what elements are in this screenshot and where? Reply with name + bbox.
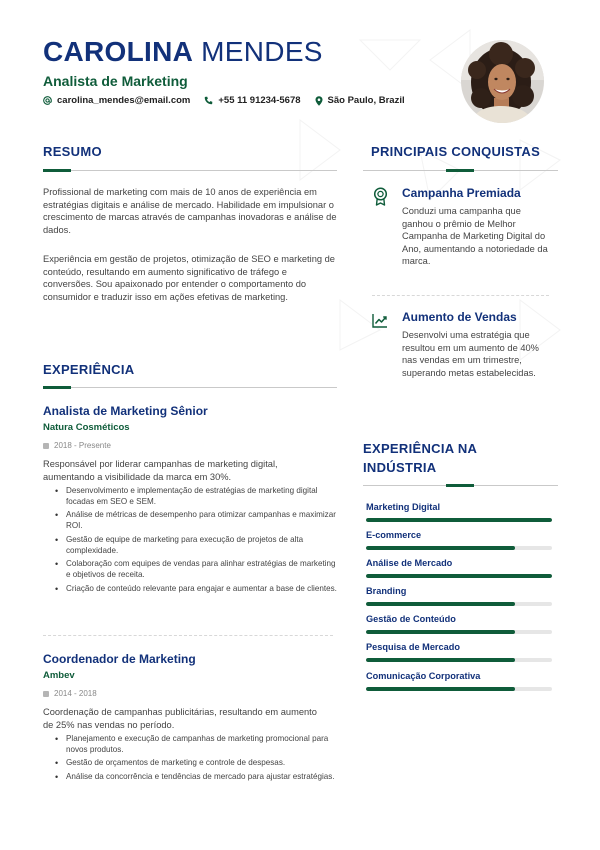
list-item: • Desenvolvimento e implementação de estratégias de marketing digital focadas em SEO e SEM.: [55, 486, 337, 507]
job-bullets: [55, 486, 337, 598]
job-dates-text: 2014 - 2018: [54, 689, 97, 698]
skill-bar-fill: [366, 687, 515, 691]
skill-bar-fill: [366, 658, 515, 662]
job-bullets: [55, 734, 337, 786]
achievement-title: Campanha Premiada: [402, 186, 521, 200]
calendar-icon: [43, 691, 49, 697]
job-title: Coordenador de Marketing: [43, 652, 196, 666]
last-name: MENDES: [201, 36, 323, 67]
skill-bar-fill: [366, 574, 552, 578]
skill-bar: [366, 602, 552, 606]
trend-up-icon: [372, 313, 388, 328]
award-icon: [373, 187, 388, 206]
contact-email[interactable]: [43, 95, 190, 106]
list-item: • Colaboração com equipes de vendas para alinhar estratégias de marketing e objetivos de receita.: [55, 559, 337, 580]
skills-title-line1: EXPERIÊNCIA NA: [363, 441, 478, 456]
list-item: • Criação de conteúdo relevante para engajar e aumentar a base de clientes.: [55, 584, 337, 595]
skill-bar-fill: [366, 630, 515, 634]
achievement-title: Aumento de Vendas: [402, 310, 517, 324]
summary-title: RESUMO: [43, 144, 102, 159]
achievement-separator: [372, 295, 549, 296]
skill-bar-fill: [366, 602, 515, 606]
job-title: Analista de Marketing Sênior: [43, 404, 208, 418]
achievements-accent-bar: [446, 169, 474, 172]
list-item: • Gestão de orçamentos de marketing e controle de despesas.: [55, 758, 337, 769]
skill-bar: [366, 518, 552, 522]
email-text: carolina_mendes@email.com: [57, 95, 191, 106]
skill-bar: [366, 658, 552, 662]
summary-divider: [43, 170, 337, 171]
company-name: Natura Cosméticos: [43, 422, 130, 433]
job-dates: [43, 441, 111, 450]
skill-label: Branding: [366, 586, 407, 596]
skill-label: Marketing Digital: [366, 502, 441, 512]
skills-accent-bar: [446, 484, 474, 487]
skill-label: Pesquisa de Mercado: [366, 642, 460, 652]
contact-phone[interactable]: [204, 95, 300, 106]
achievement-description: Conduzi uma campanha que ganhou o prêmio de Melhor Campanha de Marketing Digital do Ano, aumentando a notoriedade da marca.: [402, 206, 548, 267]
phone-text: +55 11 91234-5678: [218, 95, 301, 106]
skill-bar: [366, 574, 552, 578]
candidate-name: [43, 36, 323, 68]
phone-icon: [204, 96, 213, 105]
summary-paragraph: Experiência em gestão de projetos, otimização de SEO e marketing de conteúdo, resultando em aumento significativo de tráfego e conversões. Sou apaixonado por entender o comportamento do consumidor e traduzir isso em ações efetivas de marketing.: [43, 254, 335, 302]
job-dates-text: 2018 - Presente: [54, 441, 111, 450]
summary-paragraph: Profissional de marketing com mais de 10 anos de experiência em estratégias digitais e análise de mercado. Habilidade em impulsionar o crescimento de marcas através de campanhas inovadoras e análise de dados.: [43, 187, 337, 235]
profile-photo: [461, 40, 544, 123]
list-item: • Planejamento e execução de campanhas de marketing promocional para novos produtos.: [55, 734, 337, 755]
skill-bar: [366, 687, 552, 691]
list-item: • Análise de métricas de desempenho para otimizar campanhas e maximizar ROI.: [55, 510, 337, 531]
experience-divider: [43, 387, 337, 388]
location-text: São Paulo, Brazil: [327, 95, 405, 106]
experience-accent-bar: [43, 386, 71, 389]
skill-label: E-commerce: [366, 530, 422, 540]
skill-bar: [366, 546, 552, 550]
skill-bar-fill: [366, 518, 552, 522]
achievements-title: PRINCIPAIS CONQUISTAS: [371, 144, 541, 159]
list-item: • Gestão de equipe de marketing para execução de projetos de alta complexidade.: [55, 535, 337, 556]
skill-bar: [366, 630, 552, 634]
contact-info: [43, 95, 405, 106]
calendar-icon: [43, 443, 49, 449]
at-icon: [43, 96, 52, 105]
experience-title: EXPERIÊNCIA: [43, 362, 135, 377]
achievement-description: Desenvolvi uma estratégia que resultou em um aumento de 40% nas vendas em um trimestre, superando metas estabelecidas.: [402, 330, 539, 378]
skill-label: Análise de Mercado: [366, 558, 453, 568]
job-role: Analista de Marketing: [43, 73, 188, 89]
company-name: Ambev: [43, 670, 75, 681]
job-separator: [43, 635, 333, 636]
contact-location: [315, 95, 405, 106]
skills-title-line2: INDÚSTRIA: [363, 460, 437, 475]
map-pin-icon: [315, 96, 323, 106]
list-item: • Análise da concorrência e tendências de mercado para ajustar estratégias.: [55, 772, 337, 783]
first-name: CAROLINA: [43, 36, 194, 67]
job-description: Responsável por liderar campanhas de marketing digital, aumentando a visibilidade da marca em 30%.: [43, 459, 278, 482]
skill-label: Comunicação Corporativa: [366, 671, 481, 681]
job-description: Coordenação de campanhas publicitárias, resultando em aumento de 25% nas vendas no período.: [43, 707, 317, 730]
skill-label: Gestão de Conteúdo: [366, 614, 456, 624]
summary-accent-bar: [43, 169, 71, 172]
skill-bar-fill: [366, 546, 515, 550]
job-dates: [43, 689, 97, 698]
